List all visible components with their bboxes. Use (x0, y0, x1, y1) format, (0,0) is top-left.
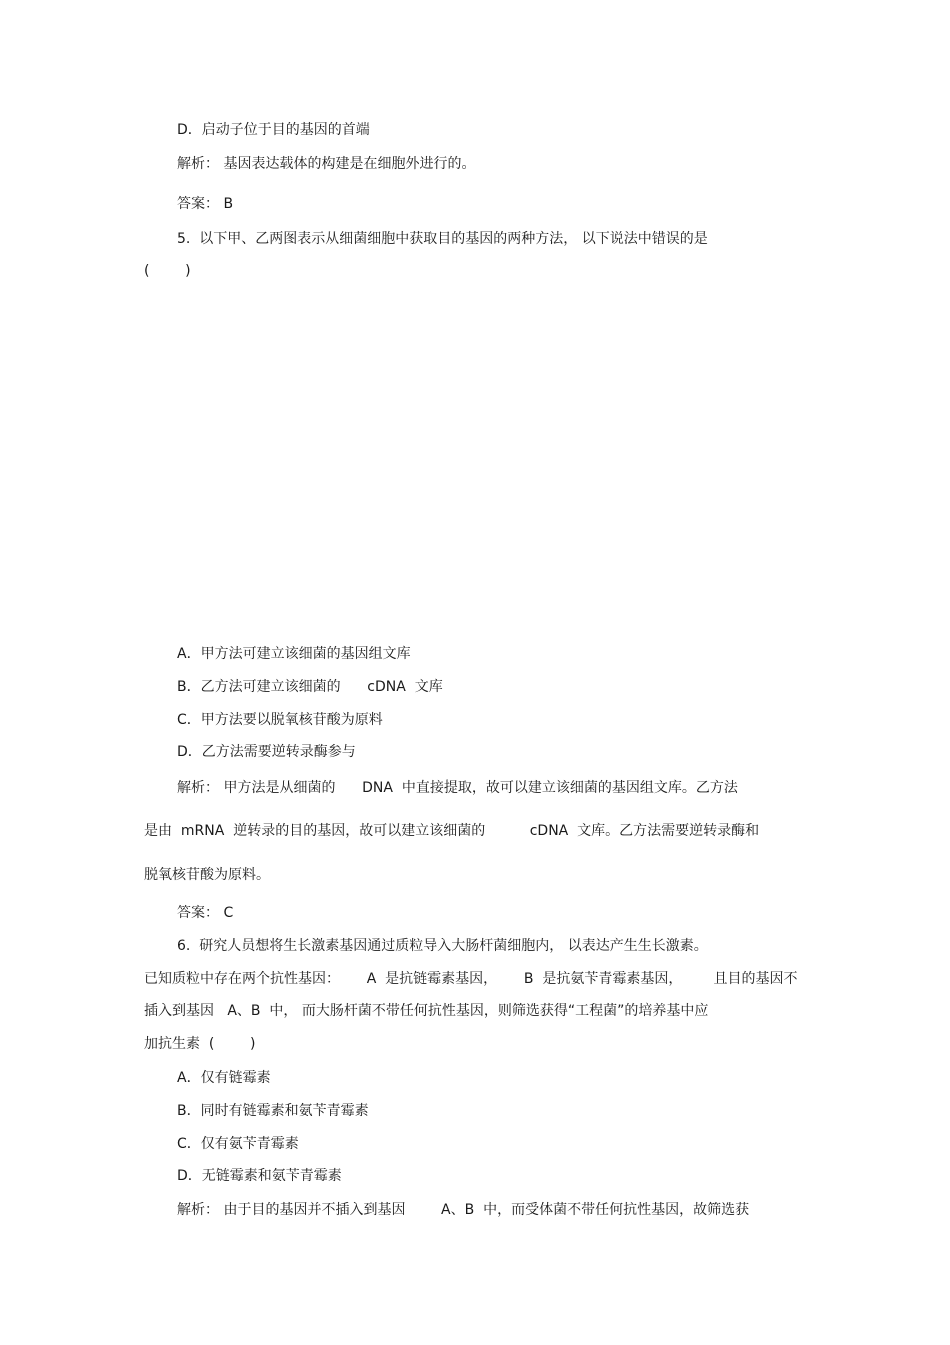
q6-option-b: B．同时有链霉素和氨苄青霉素 (177, 1103, 369, 1119)
q5-option-c: C．甲方法要以脱氧核苷酸为原料 (177, 712, 383, 728)
q4-answer: 答案： B (177, 196, 234, 212)
q5-analysis-line2: 是由 mRNA 逆转录的目的基因，故可以建立该细菌的 cDNA 文库。乙方法需要逆转录酶和 (144, 823, 760, 839)
q5-analysis-line3: 脱氧核苷酸为原料。 (144, 867, 270, 883)
q5-answer: 答案： C (177, 905, 234, 921)
q6-option-c: C．仅有氨苄青霉素 (177, 1136, 299, 1152)
q5-option-d: D．乙方法需要逆转录酶参与 (177, 744, 356, 760)
q4-analysis: 解析： 基因表达载体的构建是在细胞外进行的。 (177, 156, 476, 172)
q6-stem-line2: 已知质粒中存在两个抗性基因： A 是抗链霉素基因， B 是抗氨苄青霉素基因， 且目的基因不 (144, 971, 798, 987)
q4-option-d: D．启动子位于目的基因的首端 (177, 122, 370, 138)
q5-option-a: A．甲方法可建立该细菌的基因组文库 (177, 646, 411, 662)
q6-analysis-line1: 解析： 由于目的基因并不插入到基因 A、B 中，而受体菌不带任何抗性基因，故筛选获 (177, 1202, 750, 1218)
q6-stem-line3: 插入到基因 A、B 中， 而大肠杆菌不带任何抗性基因，则筛选获得“工程菌”的培养基中应 (144, 1003, 709, 1019)
q5-stem-line2: ( ) (144, 263, 191, 279)
q5-stem-line1: 5. 以下甲、乙两图表示从细菌细胞中获取目的基因的两种方法， 以下说法中错误的是 (177, 231, 708, 247)
q6-stem-line1: 6. 研究人员想将生长激素基因通过质粒导入大肠杆菌细胞内， 以表达产生生长激素。 (177, 938, 708, 954)
q6-option-a: A．仅有链霉素 (177, 1070, 271, 1086)
q6-option-d: D．无链霉素和氨苄青霉素 (177, 1168, 342, 1184)
q5-analysis-line1: 解析： 甲方法是从细菌的 DNA 中直接提取，故可以建立该细菌的基因组文库。乙方法 (177, 780, 738, 796)
q6-stem-line4: 加抗生素 ( ) (144, 1036, 256, 1052)
q5-figure-area (144, 285, 804, 630)
q5-option-b: B．乙方法可建立该细菌的 cDNA 文库 (177, 679, 443, 695)
